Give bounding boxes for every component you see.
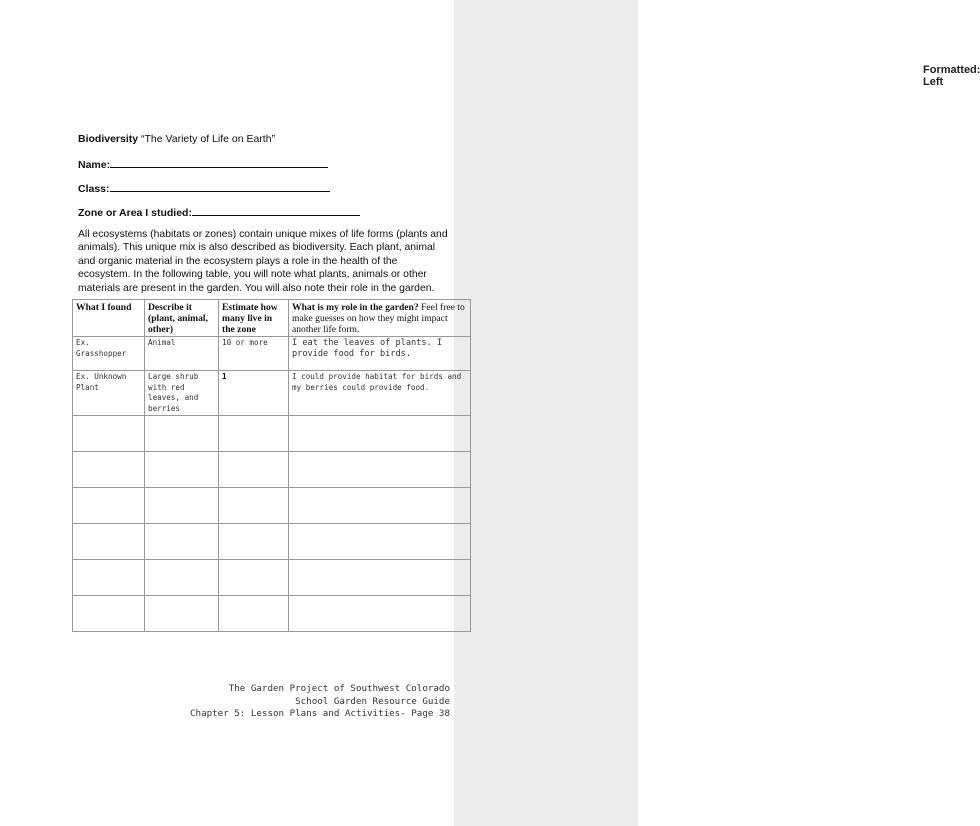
cell-estimate[interactable] bbox=[219, 452, 289, 488]
cell-describe[interactable] bbox=[145, 596, 219, 632]
cell-role[interactable] bbox=[289, 416, 471, 452]
zone-label: Zone or Area I studied: bbox=[78, 207, 192, 219]
cell-estimate[interactable] bbox=[219, 416, 289, 452]
name-field[interactable] bbox=[78, 157, 328, 171]
cell-estimate: 10 or more bbox=[219, 337, 289, 371]
cell-role: I eat the leaves of plants. I provide food for birds. bbox=[289, 337, 471, 371]
table-header-row bbox=[73, 300, 471, 337]
table-row[interactable] bbox=[73, 452, 471, 488]
table-row bbox=[73, 371, 471, 416]
cell-role[interactable] bbox=[289, 488, 471, 524]
cell-role[interactable] bbox=[289, 560, 471, 596]
header-what-found: What I found bbox=[73, 300, 145, 337]
cell-role[interactable] bbox=[289, 524, 471, 560]
name-label: Name: bbox=[78, 159, 111, 171]
table-row[interactable] bbox=[73, 416, 471, 452]
cell-describe: Animal bbox=[145, 337, 219, 371]
cell-found[interactable] bbox=[73, 416, 145, 452]
title-subtitle: “The Variety of Life on Earth” bbox=[138, 133, 276, 145]
cell-found: Ex. Unknown Plant bbox=[73, 371, 145, 416]
comment-pane bbox=[454, 0, 980, 826]
header-role-rest: Feel free to make guesses on how they might impact another life form. bbox=[292, 302, 465, 335]
cell-role: I could provide habitat for birds and my berries could provide food. bbox=[289, 371, 471, 416]
cell-found[interactable] bbox=[73, 596, 145, 632]
header-role-bold: What is my role in the garden? bbox=[292, 302, 419, 313]
table-row bbox=[73, 337, 471, 371]
footer-line-2: School Garden Resource Guide bbox=[295, 695, 450, 707]
table-row[interactable] bbox=[73, 524, 471, 560]
header-describe: Describe it (plant, animal, other) bbox=[145, 300, 219, 337]
cell-found[interactable] bbox=[73, 452, 145, 488]
zone-field[interactable] bbox=[78, 205, 360, 219]
cell-describe[interactable] bbox=[145, 524, 219, 560]
cell-role[interactable] bbox=[289, 452, 471, 488]
cell-found: Ex. Grasshopper bbox=[73, 337, 145, 371]
title-bold: Biodiversity bbox=[78, 133, 139, 145]
cell-estimate[interactable] bbox=[219, 560, 289, 596]
cell-found[interactable] bbox=[73, 560, 145, 596]
biodiversity-table bbox=[72, 299, 471, 632]
cell-describe[interactable] bbox=[145, 452, 219, 488]
cell-estimate: 1 bbox=[219, 371, 289, 416]
cell-describe[interactable] bbox=[145, 560, 219, 596]
table-row[interactable] bbox=[73, 560, 471, 596]
header-role bbox=[289, 300, 471, 337]
name-line[interactable] bbox=[110, 157, 328, 168]
footer-line-1: The Garden Project of Southwest Colorado bbox=[228, 683, 450, 694]
header-estimate: Estimate how many live in the zone bbox=[219, 300, 289, 337]
cell-estimate[interactable] bbox=[219, 524, 289, 560]
cell-describe: Large shrub with red leaves, and berries bbox=[145, 371, 219, 416]
page-title bbox=[78, 133, 275, 145]
comment-label: Formatted: Left bbox=[923, 64, 980, 88]
cell-estimate[interactable] bbox=[219, 596, 289, 632]
cell-estimate[interactable] bbox=[219, 488, 289, 524]
cell-found[interactable] bbox=[73, 488, 145, 524]
table-row[interactable] bbox=[73, 488, 471, 524]
cell-describe[interactable] bbox=[145, 416, 219, 452]
table-row[interactable] bbox=[73, 596, 471, 632]
cell-describe[interactable] bbox=[145, 488, 219, 524]
zone-line[interactable] bbox=[192, 205, 360, 216]
footer-line-3: Chapter 5: Lesson Plans and Activities- Page 38 bbox=[190, 708, 450, 720]
cell-found[interactable] bbox=[73, 524, 145, 560]
page-footer bbox=[190, 683, 450, 721]
class-label: Class: bbox=[78, 183, 110, 195]
class-line[interactable] bbox=[110, 181, 330, 192]
class-field[interactable] bbox=[78, 181, 330, 195]
cell-role[interactable] bbox=[289, 596, 471, 632]
intro-paragraph: All ecosystems (habitats or zones) contain unique mixes of life forms (plants and animals). This unique mix is also described as biodiversity. Each plant, animal and organic material in the ecosystem plays a role in the health of the ecosystem. In the following table, you will note what plants, animals or other materials are present in the garden. You will also note their role in the garden. bbox=[78, 229, 448, 294]
